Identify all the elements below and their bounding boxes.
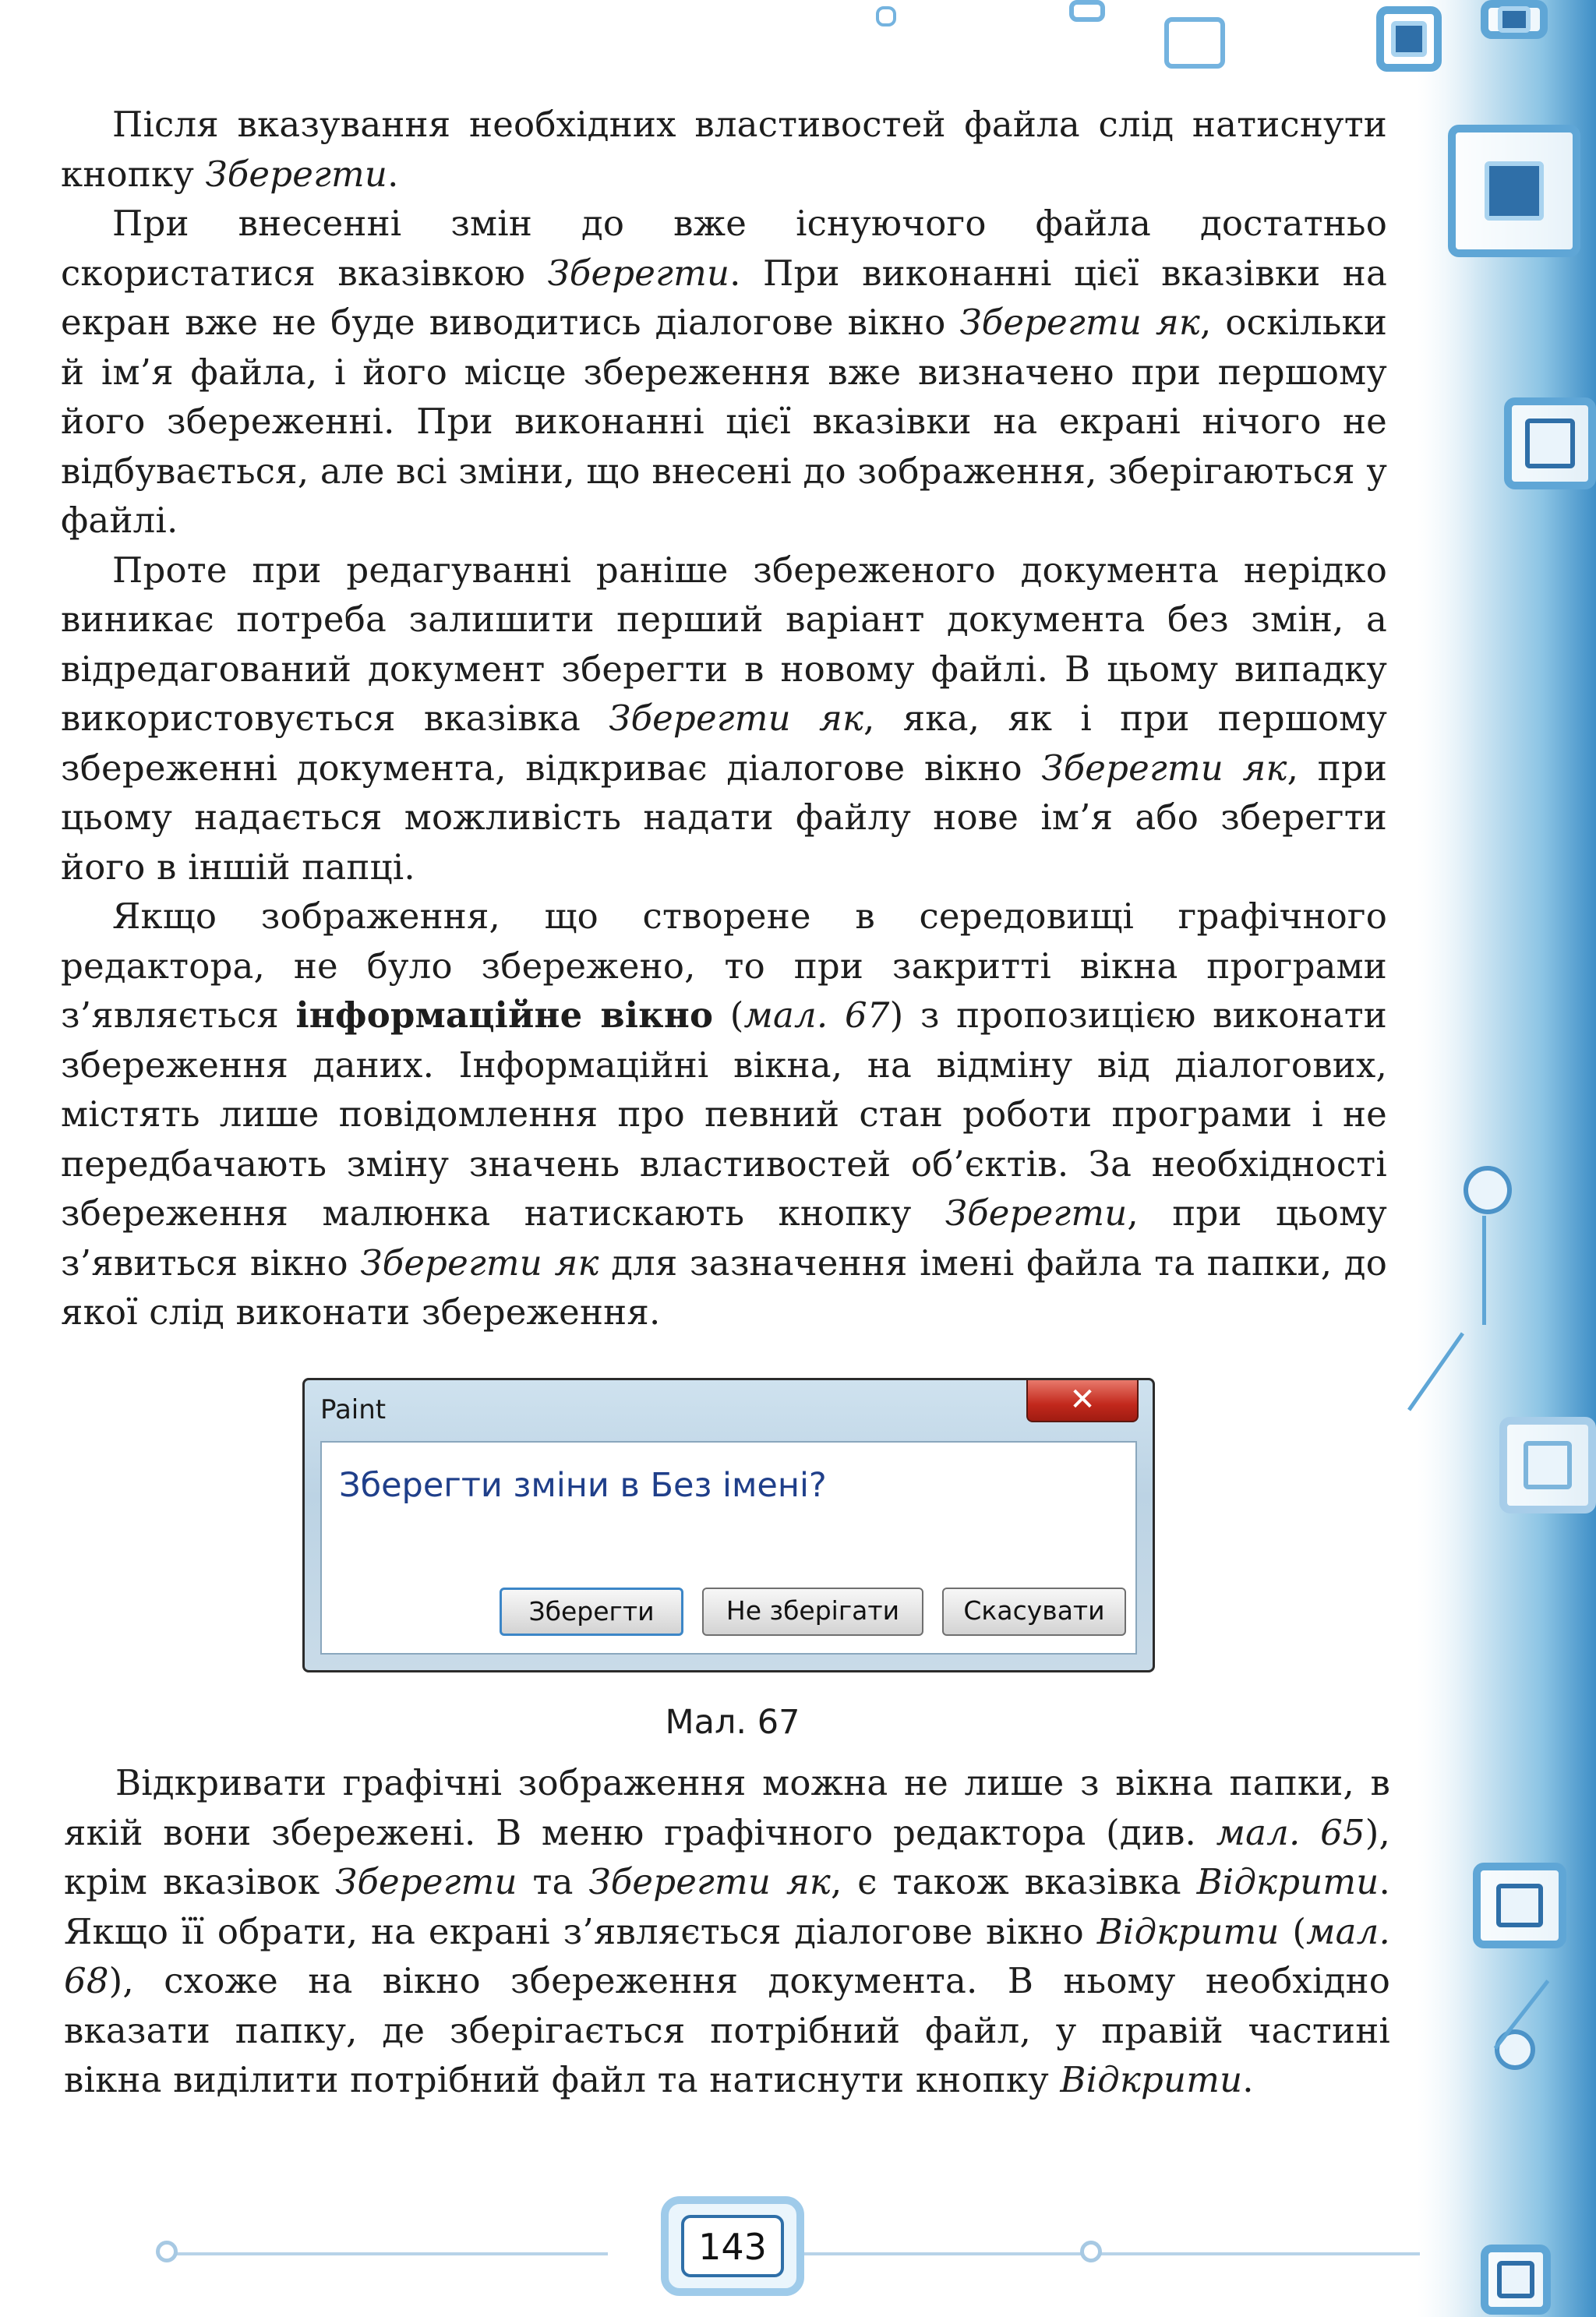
italic-term: мал. 65: [1216, 1811, 1365, 1853]
italic-term: Зберегти як: [1041, 747, 1287, 789]
italic-term: мал. 67: [743, 994, 890, 1036]
text-run: (: [713, 994, 744, 1036]
page-number: 143: [681, 2215, 784, 2277]
decorative-square: [1481, 2245, 1551, 2315]
text-run: , при цьому надається можливість надати файлу нове ім’я або зберегти його в іншій папці.: [61, 747, 1388, 888]
italic-term: Зберегти: [205, 153, 388, 195]
paragraph: [61, 546, 1387, 892]
decorative-square: [1481, 0, 1548, 39]
body-text-bottom: [64, 1758, 1390, 2105]
dont-save-button[interactable]: Не зберігати: [702, 1588, 923, 1636]
paint-save-dialog: [302, 1378, 1155, 1672]
page-number-frame: [661, 2196, 804, 2296]
text-run: , оскільки й ім’я файла, і його місце збереження вже визначено при першому його збереженні. При виконанні цієї вказівки на екрані нічого не відбувається, але всі зміни, що внесені до зображення, зберігаються у файлі.: [61, 302, 1388, 541]
text-run: для зазначення імені файла та папки, до якої слід виконати збереження.: [61, 1242, 1387, 1333]
decorative-square: [1499, 1417, 1596, 1513]
close-button[interactable]: [1026, 1380, 1139, 1422]
text-run: , яка, як і при першому збереженні документа, відкриває діалогове вікно: [61, 698, 1387, 789]
decorative-square: [1164, 17, 1225, 69]
italic-term: Зберегти: [945, 1192, 1128, 1234]
decorative-square: [1376, 6, 1442, 72]
paragraph: [61, 892, 1387, 1337]
decorative-square: [1473, 1863, 1566, 1948]
figure-caption: Мал. 67: [665, 1703, 800, 1742]
text-run: ), крім вказівок: [64, 1811, 1390, 1902]
italic-term: мал. 68: [64, 1910, 1390, 2001]
text-run: . Якщо її обрати, на екрані з’являється діалогове вікно: [64, 1861, 1390, 1952]
paragraph: [61, 100, 1387, 199]
cancel-button[interactable]: Скасувати: [942, 1588, 1126, 1636]
text-run: При внесенні змін до вже існуючого файла достатньо скористатися вказівкою: [61, 203, 1387, 294]
italic-term: Зберегти: [335, 1861, 517, 1902]
decorative-square: [1448, 125, 1580, 257]
text-run: , є також вказівка: [830, 1861, 1197, 1902]
bold-term: інформаційне вікно: [295, 994, 714, 1036]
italic-term: Зберегти як: [609, 698, 864, 739]
text-run: (: [1279, 1910, 1307, 1952]
text-run: . При виконанні цієї вказівки на екран вже не буде виводитись діалогове вікно: [61, 252, 1387, 343]
close-icon: ✕: [1069, 1382, 1096, 1418]
decorative-square: [876, 6, 896, 26]
text-run: ) з пропозицією виконати збереження даних. Інформаційні вікна, на відміну від діалогових, містять лише повідомлення про певний стан роботи програми і не передбачають зміну значень властивостей об’єктів. За необхідності збереження малюнка натискають кнопку: [61, 994, 1387, 1234]
footer-dot: [156, 2241, 178, 2262]
italic-term: Зберегти як: [360, 1242, 599, 1284]
italic-term: Зберегти як: [588, 1861, 831, 1902]
italic-term: Відкрити: [1096, 1910, 1280, 1952]
text-run: , при цьому з’явиться вікно: [61, 1192, 1387, 1284]
decorative-ribbon: [1417, 0, 1596, 2317]
italic-term: Зберегти як: [959, 302, 1200, 343]
text-run: Після вказування необхідних властивостей файла слід натиснути кнопку: [61, 104, 1387, 195]
italic-term: Відкрити: [1196, 1861, 1379, 1902]
text-run: .: [1242, 2059, 1254, 2100]
italic-term: Зберегти: [547, 252, 730, 294]
text-run: ), схоже на вікно збереження документа. В ньому необхідно вказати папку, де зберігається потрібний файл, у правій частині вікна виділити потрібний файл та натиснути кнопку: [64, 1960, 1390, 2100]
italic-term: Відкрити: [1060, 2059, 1243, 2100]
paragraph: [64, 1758, 1390, 2105]
paragraph: [61, 199, 1387, 546]
body-text-top: [61, 100, 1387, 1337]
decorative-square: [1504, 397, 1596, 489]
text-run: Якщо зображення, що створене в середовищі графічного редактора, не було збережено, то при закритті вікна програми з’являється: [61, 895, 1387, 1036]
text-run: Відкривати графічні зображення можна не лише з вікна папки, в якій вони збережені. В меню графічного редактора (див.: [64, 1762, 1390, 1853]
decorative-square: [1069, 0, 1105, 22]
dialog-title: Paint: [320, 1394, 387, 1425]
decorative-circle: [1495, 2029, 1535, 2070]
decorative-line: [1482, 1216, 1486, 1325]
dialog-body: [320, 1441, 1137, 1655]
text-run: .: [387, 153, 399, 195]
text-run: та: [517, 1861, 589, 1902]
footer-line: [171, 2252, 608, 2255]
dialog-message: Зберегти зміни в Без імені?: [339, 1466, 827, 1505]
footer-line: [804, 2252, 1420, 2255]
footer-dot: [1080, 2241, 1102, 2262]
text-run: Проте при редагуванні раніше збереженого документа нерідко виникає потреба залишити перший варіант документа без змін, а відредагований документ зберегти в новому файлі. В цьому випадку використовується вказівка: [61, 549, 1387, 739]
save-button[interactable]: Зберегти: [500, 1588, 683, 1636]
decorative-circle: [1464, 1166, 1512, 1214]
